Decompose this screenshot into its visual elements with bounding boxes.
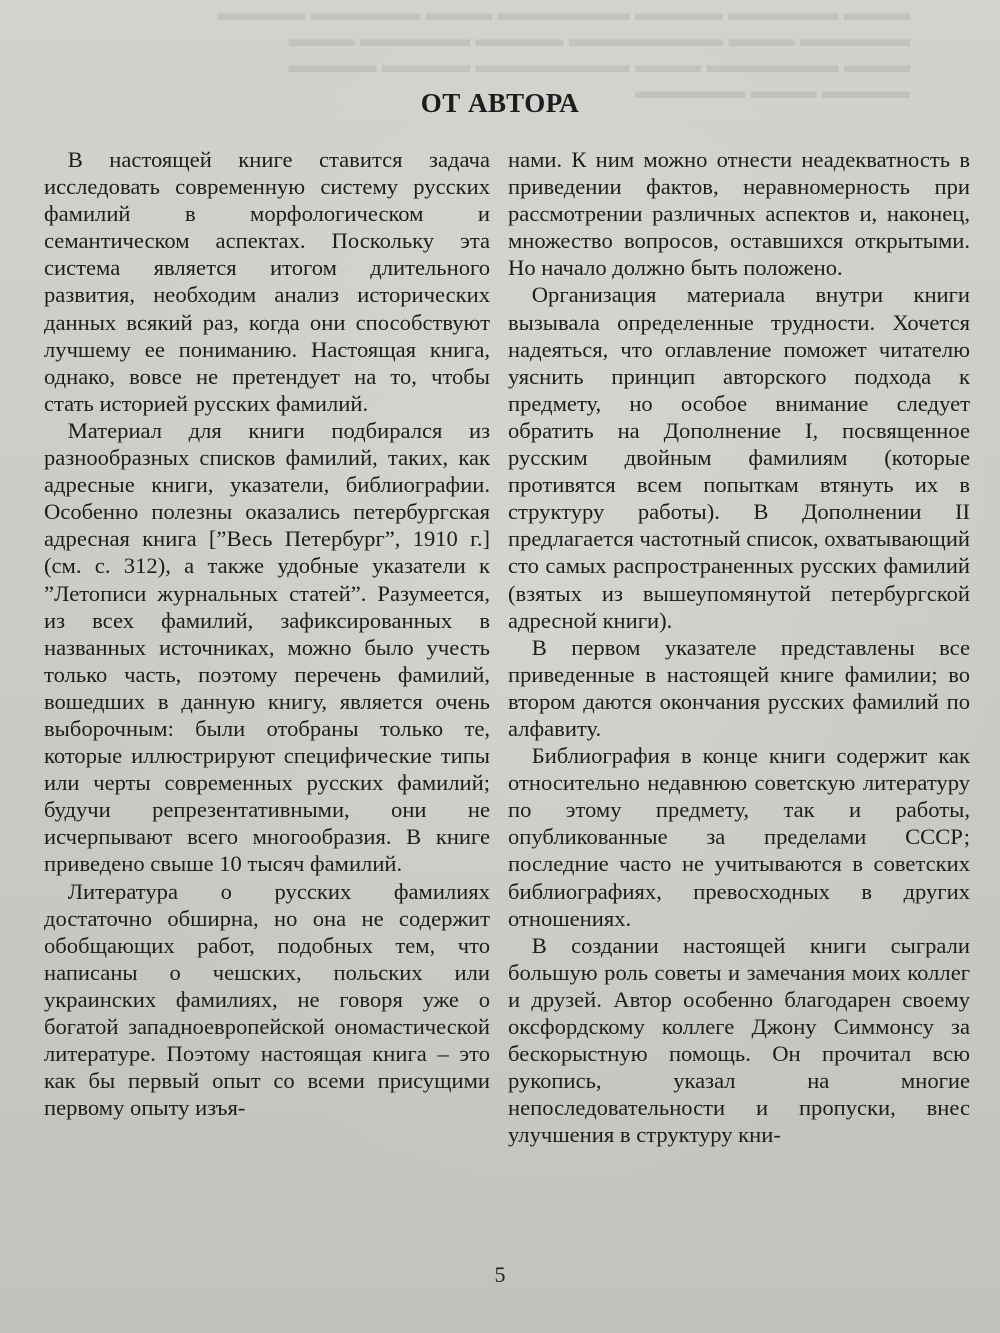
page-title: ОТ АВТОРА — [420, 88, 580, 118]
paragraph: В создании настоящей книги сыграли большую роль советы и замечания моих коллег и друзей. Автор особенно благодарен своему оксфордскому коллеге Джону Симмонсу за бескорыстную помощь. Он прочитал всю рукопись, указал на многие непоследовательности и пропуски, внес улучшения в структуру кни- — [508, 932, 970, 1148]
paragraph: нами. К ним можно отнести неадекватность в приведении фактов, неравномерность при рассмотрении различных аспектов и, наконец, множество вопросов, оставшихся открытыми. Но начало должно быть положено. — [508, 147, 970, 281]
paragraph: Библиография в конце книги содержит как относительно недавнюю советскую литературу по этому предмету, так и работы, опубликованные за пределами СССР; последние часто не учитываются в советских библиографиях, превосходных в других отношениях. — [508, 743, 970, 931]
left-text-column — [44, 146, 490, 1121]
paragraph: Литература о русских фамилиях достаточно обширна, но она не содержит обобщающих работ, подобных тем, что написаны о чешских, польских или украинских фамилиях, не говоря уже о богатой западноевропейской ономастической литературе. Поэтому настоящая книга – это как бы первый опыт со всеми присущими первому опыту изъя- — [44, 878, 490, 1121]
paragraph: В первом указателе представлены все приведенные в настоящей книге фамилии; во втором даются окончания русских фамилий по алфавиту. — [508, 634, 970, 741]
page-number: 5 — [494, 1262, 506, 1287]
paragraph: Материал для книги подбирался из разнообразных списков фамилий, таких, как адресные книги, указатели, библиографии. Особенно полезны оказались петербургская адресная книга [”Весь Петербург”, 1910 г.] (см. с. 312), а также удобные указатели к ”Летописи журнальных статей”. Разумеется, из всех фамилий, зафиксированных в названных источниках, можно было учесть только часть, поэтому перечень фамилий, вошедших в данную книгу, является очень выборочным: были отобраны только те, которые иллюстрируют специфические типы или черты современных русских фамилий; будучи репрезентативными, они не исчерпывают всего многообразия. В книге приведено свыше 10 тысяч фамилий. — [44, 417, 490, 877]
right-text-column — [508, 146, 970, 1148]
paragraph: В настоящей книге ставится задача исследовать современную систему русских фамилий в морфологическом и семантическом аспектах. Поскольку эта система является итогом длительного развития, необходим анализ исторических данных всякий раз, когда они способствуют лучшему ее пониманию. Настоящая книга, однако, вовсе не претендует на то, чтобы стать историей русских фамилий. — [44, 147, 490, 416]
show-through-texture: ▬▬▬ ▬▬▬▬▬ ▬▬▬▬ ▬▬▬▬▬▬ ▬▬▬ ▬▬▬▬▬ ▬▬▬▬ ▬▬▬▬▬ ▬▬▬ ▬▬▬▬▬▬▬ ▬▬▬▬ ▬▬▬▬▬ ▬▬▬ ▬▬▬ ▬▬▬▬▬▬ ▬▬▬ ▬▬▬▬▬▬▬ ▬▬▬▬ ▬▬▬▬ ▬▬▬▬ ▬▬▬ ▬▬▬▬▬ — [217, 0, 910, 103]
paragraph: Организация материала внутри книги вызывала определенные трудности. Хочется надеяться, что оглавление поможет читателю уяснить принцип авторского подхода к предмету, но особое внимание следует обратить на Дополнение I, посвященное русским двойным фамилиям (которые противятся всем попыткам втянуть их в структуру работы). В Дополнении II предлагается частотный список, охватывающий сто самых распространенных русских фамилий (взятых из вышеупомянутой петербургской адресной книги). — [508, 282, 970, 633]
